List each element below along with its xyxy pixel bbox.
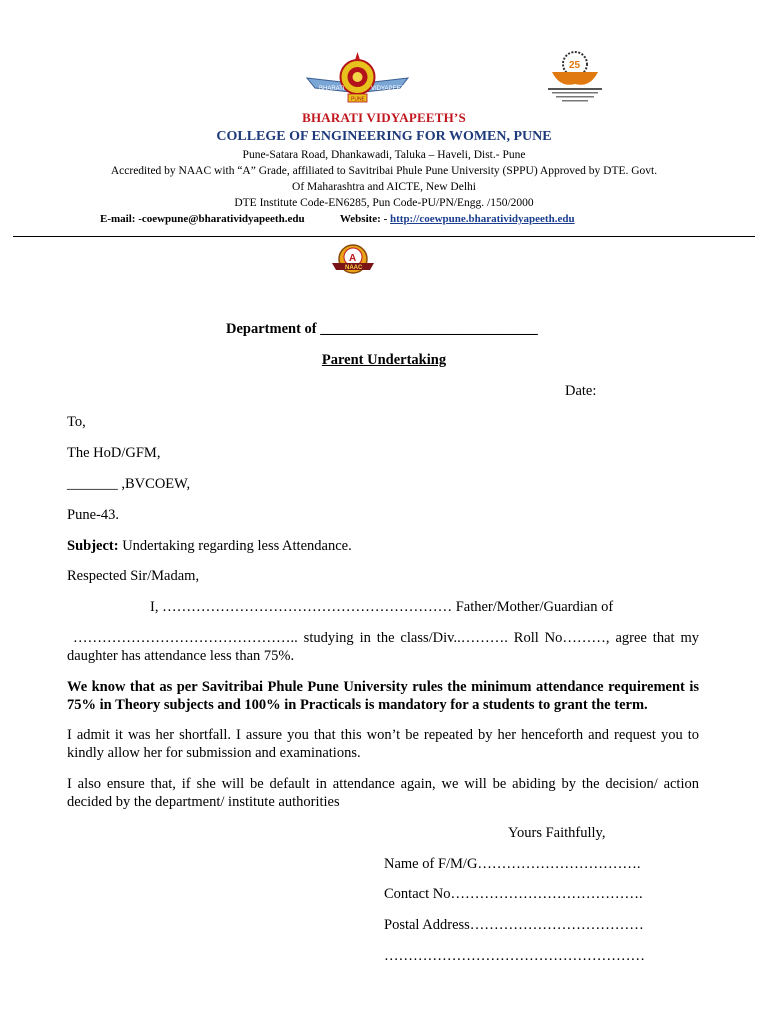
closing-line: Yours Faithfully,	[508, 825, 606, 841]
email-text: E-mail: -coewpune@bharatividyapeeth.edu	[100, 213, 305, 225]
college-name: COLLEGE OF ENGINEERING FOR WOMEN, PUNE	[216, 129, 552, 144]
department-line: Department of ______________________________	[226, 321, 538, 337]
paragraph-assurance: I also ensure that, if she will be default in attendance again, we will be abiding by the decision/ action decided by the department/ institute authorities	[67, 776, 699, 810]
header-divider	[13, 236, 755, 237]
to-line: To,	[67, 414, 86, 430]
name-field-line: Name of F/M/G…………………………….	[384, 856, 641, 872]
website-label: Website: -	[339, 213, 388, 225]
paragraph-admission: I admit it was her shortfall. I assure you that this won’t be repeated by her henceforth and request you to kindly allow her for submission and examinations.	[67, 727, 699, 761]
svg-text:25: 25	[569, 60, 581, 71]
logo-text-bharati: BHARATI	[319, 86, 345, 92]
subject-line	[67, 538, 352, 556]
institute-codes: DTE Institute Code-EN6285, Pun Code-PU/PN/Engg. /150/2000	[234, 197, 534, 209]
naac-badge-text: NAAC	[345, 265, 363, 271]
city-line: Pune-43.	[67, 507, 119, 523]
contact-line	[100, 213, 575, 225]
organization-line: _______ ,BVCOEW,	[67, 476, 191, 492]
logo-text-pune: PUNE	[351, 96, 365, 103]
subject-text: Undertaking regarding less Attendance.	[118, 538, 352, 554]
recipient-line: The HoD/GFM,	[67, 445, 161, 461]
paragraph-1-line-2: ……………………………………….. studying in the class/Div..………. Roll No………, agree that my daughter has attendance less than 75%.	[67, 630, 699, 664]
date-label: Date:	[565, 383, 597, 399]
website-link[interactable]: http://coewpune.bharatividyapeeth.edu	[390, 213, 575, 225]
contact-field-line: Contact No………………………………….	[384, 886, 643, 902]
paragraph-university-rules: We know that as per Savitribai Phule Pune University rules the minimum attendance requirement is 75% in Theory subjects and 100% in Practicals is mandatory for a students to grant the term.	[67, 679, 699, 713]
accreditation-line-2: Of Maharashtra and AICTE, New Delhi	[292, 181, 476, 193]
college-address: Pune-Satara Road, Dhankawadi, Taluka – Haveli, Dist.- Pune	[242, 149, 526, 161]
naac-badge-icon	[330, 243, 376, 277]
logo-text-vidyapeeth: VIDYAPEETH	[371, 86, 409, 92]
accreditation-line-1: Accredited by NAAC with “A” Grade, affiliated to Savitribai Phule Pune University (SPPU) Approved by DTE. Govt.	[110, 165, 658, 177]
institution-name: BHARATI VIDYAPEETH’S	[302, 110, 466, 125]
paragraph-1-line-1: I, …………………………………………………… Father/Mother/Guardian of	[150, 599, 614, 615]
postal-address-field-line-2: ………………………………………………	[384, 948, 645, 964]
salutation: Respected Sir/Madam,	[67, 568, 200, 584]
subject-label: Subject:	[67, 538, 119, 554]
college-emblem	[540, 48, 610, 106]
letter-title: Parent Undertaking	[321, 352, 447, 368]
postal-address-field-line: Postal Address………………………………	[384, 917, 644, 933]
naac-badge-letter: A	[349, 253, 357, 264]
bharati-vidyapeeth-logo	[305, 50, 410, 105]
